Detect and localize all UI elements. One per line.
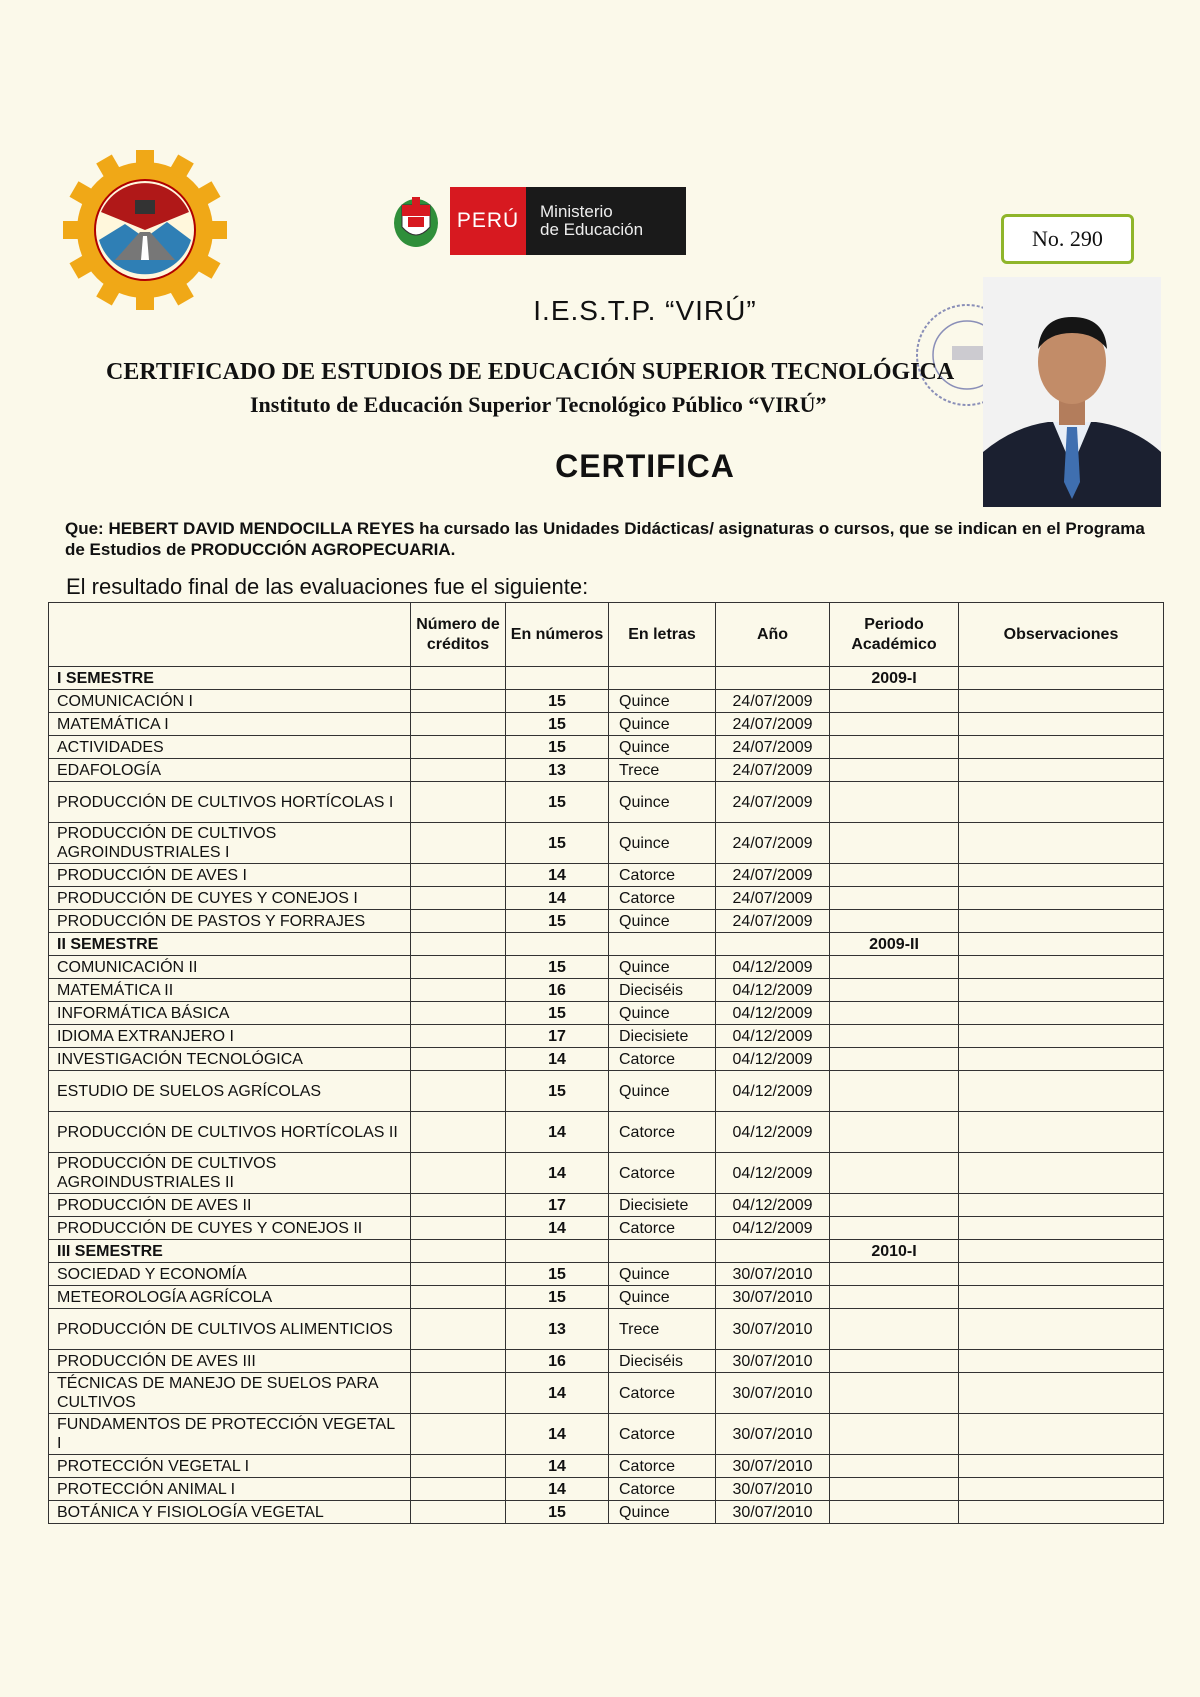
credits-cell (411, 1048, 506, 1071)
grade-number-cell (506, 667, 609, 690)
grade-letters-cell: Quince (609, 1071, 716, 1112)
credits-cell (411, 1309, 506, 1350)
grade-number-cell: 13 (506, 759, 609, 782)
period-cell: 2009-I (830, 667, 959, 690)
grade-number-cell: 14 (506, 1455, 609, 1478)
table-row (49, 1350, 1164, 1373)
period-cell (830, 1350, 959, 1373)
table-row (49, 1048, 1164, 1071)
period-cell (830, 1002, 959, 1025)
observations-cell (959, 956, 1164, 979)
course-name-cell: PRODUCCIÓN DE AVES III (49, 1350, 411, 1373)
credits-cell (411, 823, 506, 864)
table-header-row (49, 603, 1164, 667)
period-cell (830, 823, 959, 864)
grade-number-cell: 15 (506, 690, 609, 713)
date-cell: 24/07/2009 (716, 910, 830, 933)
grade-number-cell: 14 (506, 1414, 609, 1455)
observations-cell (959, 1194, 1164, 1217)
ministry-line2: de Educación (540, 220, 644, 239)
header-period: Periodo Académico (830, 603, 959, 667)
peru-brand: PERÚ (450, 187, 526, 255)
period-cell (830, 1112, 959, 1153)
course-name-cell: ACTIVIDADES (49, 736, 411, 759)
table-row (49, 713, 1164, 736)
grade-number-cell (506, 933, 609, 956)
grade-letters-cell: Catorce (609, 1373, 716, 1414)
date-cell: 04/12/2009 (716, 1112, 830, 1153)
grade-number-cell: 14 (506, 1478, 609, 1501)
date-cell (716, 667, 830, 690)
table-row (49, 1373, 1164, 1414)
period-cell (830, 690, 959, 713)
table-row (49, 1217, 1164, 1240)
period-cell (830, 1153, 959, 1194)
table-row (49, 864, 1164, 887)
course-name-cell: PRODUCCIÓN DE CULTIVOS AGROINDUSTRIALES I (49, 823, 411, 864)
semester-label: III SEMESTRE (49, 1240, 411, 1263)
credits-cell (411, 1455, 506, 1478)
semester-label: II SEMESTRE (49, 933, 411, 956)
period-cell (830, 1309, 959, 1350)
period-cell (830, 1286, 959, 1309)
credits-cell (411, 782, 506, 823)
grade-number-cell: 15 (506, 1286, 609, 1309)
observations-cell (959, 887, 1164, 910)
observations-cell (959, 979, 1164, 1002)
date-cell: 30/07/2010 (716, 1309, 830, 1350)
certifica-heading: CERTIFICA (555, 448, 735, 484)
grade-number-cell: 14 (506, 1153, 609, 1194)
credits-cell (411, 979, 506, 1002)
date-cell: 24/07/2009 (716, 736, 830, 759)
table-row (49, 979, 1164, 1002)
date-cell: 30/07/2010 (716, 1373, 830, 1414)
period-cell (830, 1501, 959, 1524)
course-name-cell: TÉCNICAS DE MANEJO DE SUELOS PARA CULTIVOS (49, 1373, 411, 1414)
table-row (49, 1112, 1164, 1153)
credits-cell (411, 1263, 506, 1286)
date-cell: 04/12/2009 (716, 956, 830, 979)
table-row (49, 1286, 1164, 1309)
table-row (49, 1501, 1164, 1524)
observations-cell (959, 1455, 1164, 1478)
observations-cell (959, 1112, 1164, 1153)
table-row (49, 823, 1164, 864)
table-row (49, 887, 1164, 910)
course-name-cell: INVESTIGACIÓN TECNOLÓGICA (49, 1048, 411, 1071)
observations-cell (959, 736, 1164, 759)
period-cell (830, 1025, 959, 1048)
grade-letters-cell: Catorce (609, 1414, 716, 1455)
table-row (49, 910, 1164, 933)
observations-cell (959, 759, 1164, 782)
period-cell (830, 1373, 959, 1414)
date-cell (716, 933, 830, 956)
grade-number-cell: 14 (506, 1048, 609, 1071)
header-course (49, 603, 411, 667)
grade-number-cell: 16 (506, 979, 609, 1002)
observations-cell (959, 1071, 1164, 1112)
credits-cell (411, 1501, 506, 1524)
grade-number-cell: 16 (506, 1350, 609, 1373)
table-row (49, 1002, 1164, 1025)
observations-cell (959, 713, 1164, 736)
table-row (49, 1309, 1164, 1350)
period-cell (830, 1217, 959, 1240)
observations-cell (959, 1240, 1164, 1263)
credits-cell (411, 1153, 506, 1194)
date-cell: 30/07/2010 (716, 1455, 830, 1478)
grade-letters-cell: Catorce (609, 1217, 716, 1240)
credits-cell (411, 1025, 506, 1048)
grade-number-cell: 14 (506, 1373, 609, 1414)
observations-cell (959, 1373, 1164, 1414)
credits-cell (411, 1373, 506, 1414)
grade-number-cell: 15 (506, 1002, 609, 1025)
date-cell: 04/12/2009 (716, 1194, 830, 1217)
grade-letters-cell: Dieciséis (609, 1350, 716, 1373)
period-cell (830, 979, 959, 1002)
header-numbers: En números (506, 603, 609, 667)
course-name-cell: MATEMÁTICA II (49, 979, 411, 1002)
grade-number-cell (506, 1240, 609, 1263)
period-cell (830, 759, 959, 782)
course-name-cell: MATEMÁTICA I (49, 713, 411, 736)
credits-cell (411, 933, 506, 956)
grade-letters-cell: Quince (609, 690, 716, 713)
date-cell: 30/07/2010 (716, 1286, 830, 1309)
course-name-cell: BOTÁNICA Y FISIOLOGÍA VEGETAL (49, 1501, 411, 1524)
grade-number-cell: 15 (506, 1071, 609, 1112)
credits-cell (411, 1194, 506, 1217)
grade-number-cell: 13 (506, 1309, 609, 1350)
grade-number-cell: 14 (506, 864, 609, 887)
certificate-title: CERTIFICADO DE ESTUDIOS DE EDUCACIÓN SUPERIOR TECNOLÓGICA (106, 359, 955, 385)
grade-letters-cell: Quince (609, 956, 716, 979)
observations-cell (959, 1153, 1164, 1194)
institute-gear-logo (58, 150, 233, 310)
date-cell: 24/07/2009 (716, 823, 830, 864)
table-row (49, 759, 1164, 782)
semester-row (49, 1240, 1164, 1263)
date-cell: 30/07/2010 (716, 1414, 830, 1455)
date-cell: 04/12/2009 (716, 1071, 830, 1112)
observations-cell (959, 1309, 1164, 1350)
period-cell (830, 782, 959, 823)
observations-cell (959, 933, 1164, 956)
credits-cell (411, 759, 506, 782)
credits-cell (411, 1002, 506, 1025)
intro-paragraph: Que: HEBERT DAVID MENDOCILLA REYES ha cursado las Unidades Didácticas/ asignaturas o cursos, que se indican en el Programa de Estudios de PRODUCCIÓN AGROPECUARIA. (65, 519, 1145, 559)
observations-cell (959, 1414, 1164, 1455)
course-name-cell: PRODUCCIÓN DE CULTIVOS HORTÍCOLAS I (49, 782, 411, 823)
result-line: El resultado final de las evaluaciones fue el siguiente: (66, 574, 589, 599)
grade-number-cell: 14 (506, 1112, 609, 1153)
period-cell (830, 1414, 959, 1455)
grade-letters-cell: Quince (609, 782, 716, 823)
date-cell: 24/07/2009 (716, 864, 830, 887)
course-name-cell: PRODUCCIÓN DE CUYES Y CONEJOS II (49, 1217, 411, 1240)
grade-number-cell: 15 (506, 736, 609, 759)
grade-number-cell: 14 (506, 1217, 609, 1240)
credits-cell (411, 1240, 506, 1263)
date-cell: 24/07/2009 (716, 782, 830, 823)
observations-cell (959, 1002, 1164, 1025)
observations-cell (959, 1217, 1164, 1240)
grade-letters-cell: Trece (609, 759, 716, 782)
observations-cell (959, 1350, 1164, 1373)
table-row (49, 1414, 1164, 1455)
grade-number-cell: 15 (506, 1501, 609, 1524)
date-cell (716, 1240, 830, 1263)
observations-cell (959, 1501, 1164, 1524)
grade-letters-cell: Diecisiete (609, 1025, 716, 1048)
course-name-cell: COMUNICACIÓN I (49, 690, 411, 713)
course-name-cell: FUNDAMENTOS DE PROTECCIÓN VEGETAL I (49, 1414, 411, 1455)
date-cell: 24/07/2009 (716, 713, 830, 736)
observations-cell (959, 1025, 1164, 1048)
observations-cell (959, 1286, 1164, 1309)
grade-letters-cell: Diecisiete (609, 1194, 716, 1217)
credits-cell (411, 1112, 506, 1153)
table-row (49, 1455, 1164, 1478)
grade-number-cell: 15 (506, 713, 609, 736)
period-cell (830, 1263, 959, 1286)
period-cell (830, 713, 959, 736)
period-cell (830, 956, 959, 979)
observations-cell (959, 1048, 1164, 1071)
observations-cell (959, 910, 1164, 933)
credits-cell (411, 1350, 506, 1373)
credits-cell (411, 713, 506, 736)
course-name-cell: SOCIEDAD Y ECONOMÍA (49, 1263, 411, 1286)
grade-letters-cell (609, 667, 716, 690)
grade-letters-cell: Trece (609, 1309, 716, 1350)
observations-cell (959, 1263, 1164, 1286)
grade-letters-cell: Quince (609, 910, 716, 933)
table-row (49, 736, 1164, 759)
course-name-cell: METEOROLOGÍA AGRÍCOLA (49, 1286, 411, 1309)
grade-number-cell: 17 (506, 1194, 609, 1217)
grades-table (48, 602, 1164, 1524)
grade-letters-cell: Quince (609, 1263, 716, 1286)
date-cell: 04/12/2009 (716, 1002, 830, 1025)
grade-letters-cell: Catorce (609, 1112, 716, 1153)
credits-cell (411, 1286, 506, 1309)
date-cell: 30/07/2010 (716, 1478, 830, 1501)
grade-letters-cell (609, 1240, 716, 1263)
grade-letters-cell: Quince (609, 736, 716, 759)
course-name-cell: PRODUCCIÓN DE CULTIVOS ALIMENTICIOS (49, 1309, 411, 1350)
course-name-cell: PRODUCCIÓN DE AVES II (49, 1194, 411, 1217)
credits-cell (411, 1217, 506, 1240)
course-name-cell: PROTECCIÓN ANIMAL I (49, 1478, 411, 1501)
credits-cell (411, 910, 506, 933)
period-cell (830, 1478, 959, 1501)
date-cell: 04/12/2009 (716, 1217, 830, 1240)
date-cell: 30/07/2010 (716, 1350, 830, 1373)
period-cell (830, 910, 959, 933)
grade-letters-cell: Catorce (609, 1153, 716, 1194)
course-name-cell: EDAFOLOGÍA (49, 759, 411, 782)
course-name-cell: COMUNICACIÓN II (49, 956, 411, 979)
observations-cell (959, 690, 1164, 713)
period-cell (830, 864, 959, 887)
grade-letters-cell: Quince (609, 1286, 716, 1309)
credits-cell (411, 956, 506, 979)
course-name-cell: PROTECCIÓN VEGETAL I (49, 1455, 411, 1478)
date-cell: 04/12/2009 (716, 1048, 830, 1071)
grade-number-cell: 15 (506, 910, 609, 933)
date-cell: 04/12/2009 (716, 979, 830, 1002)
credits-cell (411, 887, 506, 910)
observations-cell (959, 1478, 1164, 1501)
semester-label: I SEMESTRE (49, 667, 411, 690)
grade-number-cell: 15 (506, 782, 609, 823)
grade-letters-cell: Catorce (609, 864, 716, 887)
credits-cell (411, 1414, 506, 1455)
table-row (49, 1478, 1164, 1501)
credits-cell (411, 1478, 506, 1501)
ministry-line1: Ministerio (540, 202, 613, 221)
period-cell (830, 1194, 959, 1217)
grade-number-cell: 17 (506, 1025, 609, 1048)
grade-letters-cell: Quince (609, 823, 716, 864)
credits-cell (411, 864, 506, 887)
table-row (49, 1194, 1164, 1217)
course-name-cell: IDIOMA EXTRANJERO I (49, 1025, 411, 1048)
date-cell: 30/07/2010 (716, 1263, 830, 1286)
institute-short-title: I.E.S.T.P. “VIRÚ” (533, 295, 757, 326)
credits-cell (411, 736, 506, 759)
date-cell: 04/12/2009 (716, 1025, 830, 1048)
table-row (49, 1263, 1164, 1286)
course-name-cell: ESTUDIO DE SUELOS AGRÍCOLAS (49, 1071, 411, 1112)
grade-letters-cell (609, 933, 716, 956)
period-cell (830, 1048, 959, 1071)
date-cell: 24/07/2009 (716, 759, 830, 782)
certificate-number: No. 290 (1001, 214, 1134, 264)
date-cell: 04/12/2009 (716, 1153, 830, 1194)
credits-cell (411, 690, 506, 713)
period-cell (830, 887, 959, 910)
period-cell (830, 1455, 959, 1478)
grade-letters-cell: Quince (609, 1501, 716, 1524)
course-name-cell: PRODUCCIÓN DE CULTIVOS AGROINDUSTRIALES II (49, 1153, 411, 1194)
grade-number-cell: 15 (506, 956, 609, 979)
table-row (49, 690, 1164, 713)
grade-letters-cell: Quince (609, 713, 716, 736)
header-credits: Número de créditos (411, 603, 506, 667)
grade-number-cell: 15 (506, 823, 609, 864)
grade-number-cell: 14 (506, 887, 609, 910)
table-row (49, 1071, 1164, 1112)
observations-cell (959, 823, 1164, 864)
table-row (49, 956, 1164, 979)
period-cell (830, 1071, 959, 1112)
ministry-logo (390, 186, 686, 256)
grade-letters-cell: Catorce (609, 1455, 716, 1478)
date-cell: 24/07/2009 (716, 887, 830, 910)
table-row (49, 1153, 1164, 1194)
grade-letters-cell: Catorce (609, 887, 716, 910)
course-name-cell: INFORMÁTICA BÁSICA (49, 1002, 411, 1025)
grade-number-cell: 15 (506, 1263, 609, 1286)
peru-shield-icon (390, 193, 442, 249)
header-year: Año (716, 603, 830, 667)
grade-letters-cell: Catorce (609, 1048, 716, 1071)
header-observations: Observaciones (959, 603, 1164, 667)
course-name-cell: PRODUCCIÓN DE CUYES Y CONEJOS I (49, 887, 411, 910)
course-name-cell: PRODUCCIÓN DE AVES I (49, 864, 411, 887)
observations-cell (959, 782, 1164, 823)
period-cell: 2009-II (830, 933, 959, 956)
date-cell: 24/07/2009 (716, 690, 830, 713)
table-row (49, 782, 1164, 823)
grade-letters-cell: Catorce (609, 1478, 716, 1501)
grades-body (49, 667, 1164, 1524)
institute-full-name: Instituto de Educación Superior Tecnológico Público “VIRÚ” (250, 392, 827, 417)
course-name-cell: PRODUCCIÓN DE PASTOS Y FORRAJES (49, 910, 411, 933)
credits-cell (411, 667, 506, 690)
grade-letters-cell: Dieciséis (609, 979, 716, 1002)
period-cell: 2010-I (830, 1240, 959, 1263)
semester-row (49, 933, 1164, 956)
observations-cell (959, 864, 1164, 887)
course-name-cell: PRODUCCIÓN DE CULTIVOS HORTÍCOLAS II (49, 1112, 411, 1153)
header-letters: En letras (609, 603, 716, 667)
grade-letters-cell: Quince (609, 1002, 716, 1025)
period-cell (830, 736, 959, 759)
semester-row (49, 667, 1164, 690)
credits-cell (411, 1071, 506, 1112)
ministry-name (526, 187, 686, 255)
observations-cell (959, 667, 1164, 690)
table-row (49, 1025, 1164, 1048)
date-cell: 30/07/2010 (716, 1501, 830, 1524)
